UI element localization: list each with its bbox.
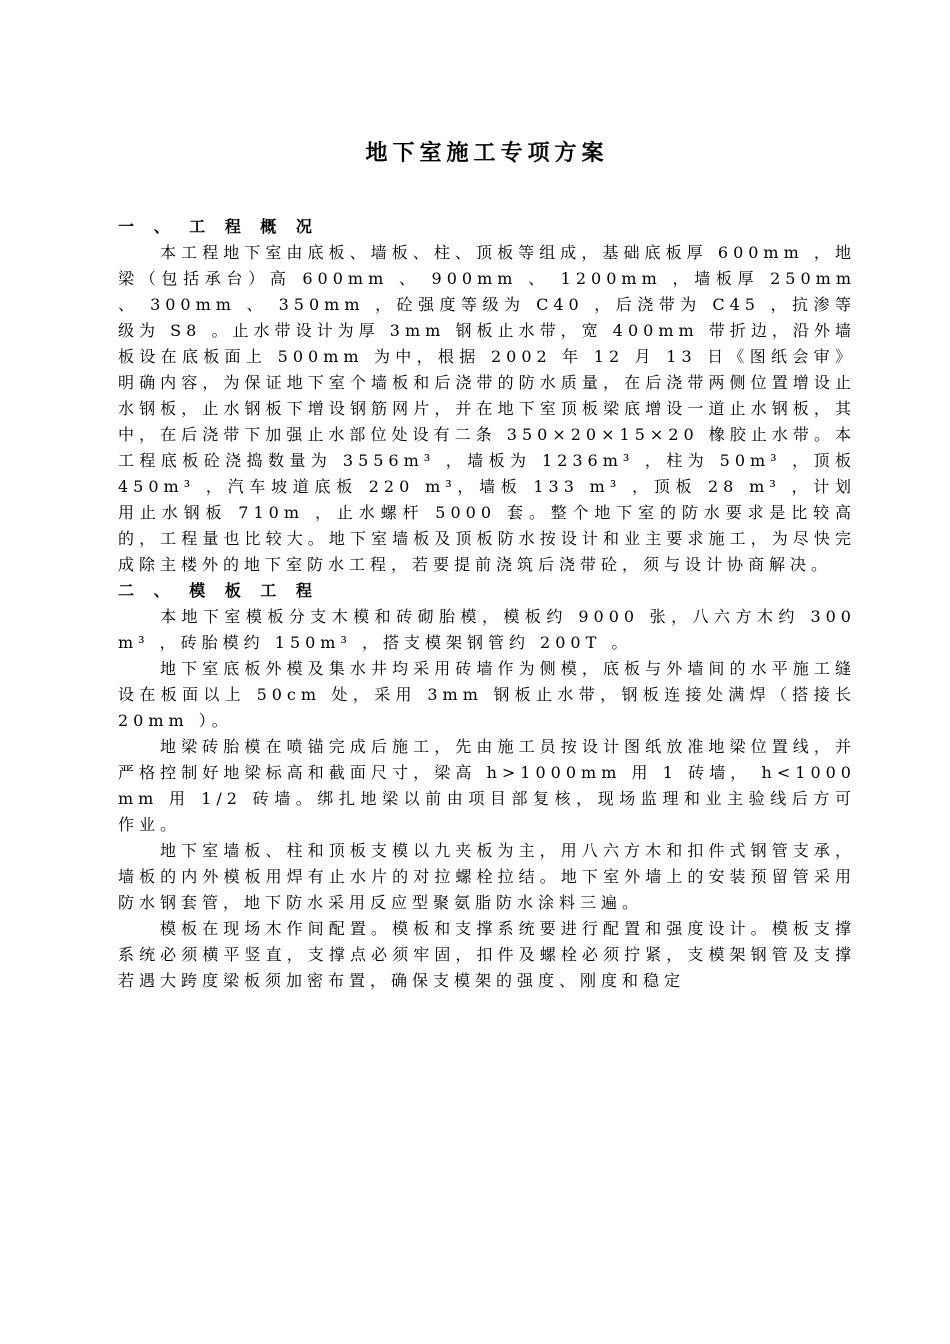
paragraph: 地梁砖胎模在喷锚完成后施工，先由施工员按设计图纸放准地梁位置线，并严格控制好地梁标高和截面尺寸，梁高 h>1000mm 用 1 砖墙， h<1000mm 用 1/2 砖墙。绑扎地梁以前由项目部复核，现场监理和业主验线后方可作业。 — [118, 737, 856, 834]
document-page — [118, 138, 856, 994]
document-title: 地下室施工专项方案 — [365, 141, 609, 166]
section-heading: 二 、 模 板 工 程 — [118, 581, 319, 600]
paragraph: 本工程地下室由底板、墙板、柱、顶板等组成，基础底板厚 600mm ，地梁（包括承台）高 600mm 、 900mm 、 1200mm ，墙板厚 250mm 、 300mm 、 350mm ，砼强度等级为 C40 ，后浇带为 C45 ，抗渗等级为 S8 。止水带设计为厚 3mm 钢板止水带，宽 400mm 带折边，沿外墙板设在底板面上 500mm 为中，根据 2002 年 12 月 13 日《图纸会审》明确内容，为保证地下室个墙板和后浇带的防水质量，在后浇带两侧位置增设止水钢板，止水钢板下增设钢筋网片，并在地下室顶板梁底增设一道止水钢板，其中，在后浇带下加强止水部位处设有二条 350×20×15×20 橡胶止水带。本工程底板砼浇捣数量为 3556m³ ，墙板为 1236m³ ，柱为 50m³ ，顶板 450m³ ，汽车坡道底板 220 m³，墙板 133 m³ ，顶板 28 m³ ，计划用止水钢板 710m ，止水螺杆 5000 套。整个地下室的防水要求是比较高的，工程量也比较大。地下室墙板及顶板防水按设计和业主要求施工，为尽快完成除主楼外的地下室防水工程，若要提前浇筑后浇带砼，须与设计协商解决。 — [118, 243, 856, 574]
paragraph: 本地下室模板分支木模和砖砌胎模，模板约 9000 张，八六方木约 300 m³ ，砖胎模约 150m³ ，搭支模架钢管约 200T 。 — [118, 607, 856, 652]
section-formwork — [118, 578, 856, 994]
paragraph: 地下室墙板、柱和顶板支模以九夹板为主，用八六方木和扣件式钢管支承，墙板的内外模板用焊有止水片的对拉螺栓拉结。地下室外墙上的安装预留管采用防水钢套管，地下防水采用反应型聚氨脂防水涂料三遍。 — [118, 841, 856, 912]
paragraph: 模板在现场木作间配置。模板和支撑系统要进行配置和强度设计。模板支撑系统必须横平竖直，支撑点必须牢固，扣件及螺栓必须拧紧，支模架钢管及支撑若遇大跨度梁板须加密布置，确保支模架的强度、刚度和稳定 — [118, 919, 856, 990]
paragraph: 地下室底板外模及集水井均采用砖墙作为侧模，底板与外墙间的水平施工缝设在板面以上 50cm 处，采用 3mm 钢板止水带，钢板连接处满焊（搭接长 20mm ）。 — [118, 659, 856, 730]
section-heading: 一 、 工 程 概 况 — [118, 217, 319, 236]
section-overview — [118, 214, 856, 578]
